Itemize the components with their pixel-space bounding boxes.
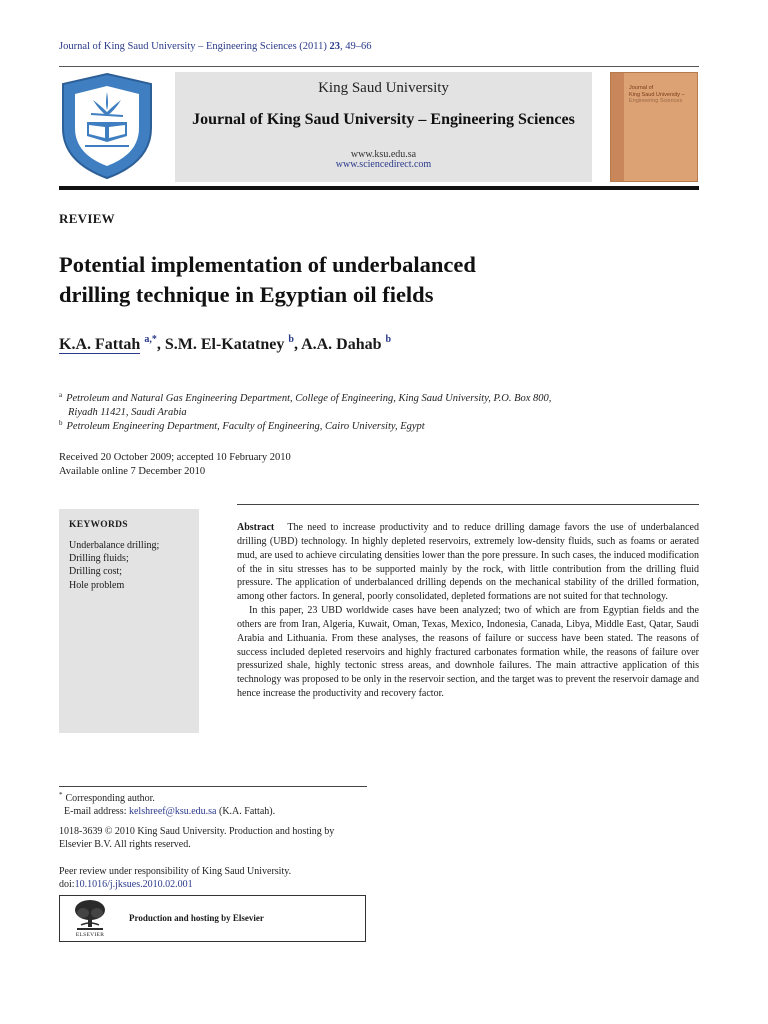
abstract-rule <box>237 504 699 505</box>
abstract-label: Abstract <box>237 522 275 533</box>
cover-spine <box>611 73 624 181</box>
received-date: Received 20 October 2009; accepted 10 February 2010 <box>59 452 291 463</box>
peer-review-note: Peer review under responsibility of King Saud University. doi:10.1016/j.jksues.2010.02.001 <box>59 866 292 890</box>
journal-cover-thumbnail <box>610 72 698 182</box>
citation-pages: , 49–66 <box>340 41 372 52</box>
keyword-item: Drilling cost; <box>69 566 123 578</box>
affiliation-a: $^a$ Petroleum and Natural Gas Engineering Department, College of Engineering, King Saud University, P.O. Box 800, Riyadh 11421, Saudi Arabia <box>59 391 552 418</box>
email-link[interactable]: kelshreef@ksu.edu.sa <box>128 805 217 817</box>
article-history <box>59 451 291 479</box>
author-affiliation-mark[interactable]: a,* <box>144 334 157 345</box>
keyword-item: Hole problem <box>69 579 125 591</box>
elsevier-wordmark: ELSEVIER <box>75 932 105 938</box>
author-name[interactable]: K.A. Fattah <box>59 336 141 353</box>
masthead-university: King Saud University <box>318 80 449 96</box>
title-line-2: drilling technique in Egyptian oil fields <box>59 282 434 307</box>
keywords-list <box>69 539 159 592</box>
masthead-website-ksu[interactable]: www.ksu.edu.sa <box>350 149 417 160</box>
article-type: REVIEW <box>59 211 115 226</box>
available-date: Available online 7 December 2010 <box>59 466 206 477</box>
hosting-text: Production and hosting by Elsevier <box>129 913 264 923</box>
abstract-paragraph-2: In this paper, 23 UBD worldwide cases have been analyzed; two of which are from Egyptian fields and the others are from Iran, Algeria, Kuwait, Oman, Texas, Mexico, Indonesia, Canada, Libya, Middle East, Qatar, Saudi Arabia and Lithuania. From these analyses, the reasons of failure or success have been stated. The reasons of success included depleted reservoirs and highly fractured carbonates formation while, the reasons of failure over pressurized shale, highly tectonic stress areas, and downhole failures. The main attractive application of this technology was proposed to be only in the reservoir section, and the target was to prevent the reservoir damage and hence increase the productivity and recovery factor. <box>237 605 699 700</box>
elsevier-tree-icon <box>73 899 107 931</box>
abstract-paragraph-1: Abstract The need to increase productivity and to reduce drilling damage favors the use of underbalanced drilling (UBD) technology. In highly depleted reservoirs, extremely low-density fluids, such as foams or aerated mud, are used to achieve circulating densities lower than the pore pressure. In such cases, the induced modification of the in situ stresses has to be supported mainly by the rock, with little contribution from the drilling fluid pressure. The application of underbalanced drilling depends on the mechanical stability of the drilled formation, among other factors. In general, poorly consolidated, depleted formations are not suited for that technology. <box>237 522 699 603</box>
header-rule <box>59 66 699 67</box>
cover-title: Journal of King Saud University – Engineering Sciences <box>629 85 685 104</box>
header-thick-rule <box>59 186 699 190</box>
author-list: K.A. Fattah $^{a,*}$, S.M. El-Katatney $^b$, A.A. Dahab $^b$ <box>59 334 392 353</box>
affiliation-b: $^b$ Petroleum Engineering Department, Faculty of Engineering, Cairo University, Egypt <box>59 419 425 432</box>
masthead-journal: Journal of King Saud University – Engineering Sciences <box>192 111 575 128</box>
article-title <box>59 250 619 310</box>
author-name: A.A. Dahab <box>301 336 382 353</box>
doi-link[interactable]: 10.1016/j.jksues.2010.02.001 <box>74 878 193 890</box>
citation-line[interactable] <box>59 41 372 52</box>
author-name: S.M. El-Katatney <box>164 336 285 353</box>
abstract <box>237 521 699 701</box>
keyword-item: Drilling fluids; <box>69 553 129 565</box>
footnote-rule <box>59 786 367 787</box>
citation-volume: 23 <box>329 41 341 52</box>
keyword-item: Underbalance drilling; <box>69 540 160 551</box>
corresponding-author-note: * Corresponding author. E-mail address: kelshreef@ksu.edu.sa (K.A. Fattah). <box>59 791 276 817</box>
citation-journal: Journal of King Saud University – Engineering Sciences (2011) <box>59 41 330 52</box>
keywords-heading: KEYWORDS <box>69 520 128 530</box>
author-affiliation-mark[interactable]: b <box>288 334 294 345</box>
author-affiliation-mark[interactable]: b <box>385 334 392 345</box>
copyright-note: 1018-3639 © 2010 King Saud University. Production and hosting by Elsevier B.V. All rights reserved. <box>59 826 335 850</box>
masthead-website-sciencedirect[interactable]: www.sciencedirect.com <box>335 159 432 170</box>
title-line-1: Potential implementation of underbalanced <box>59 252 476 277</box>
university-logo <box>55 70 159 182</box>
